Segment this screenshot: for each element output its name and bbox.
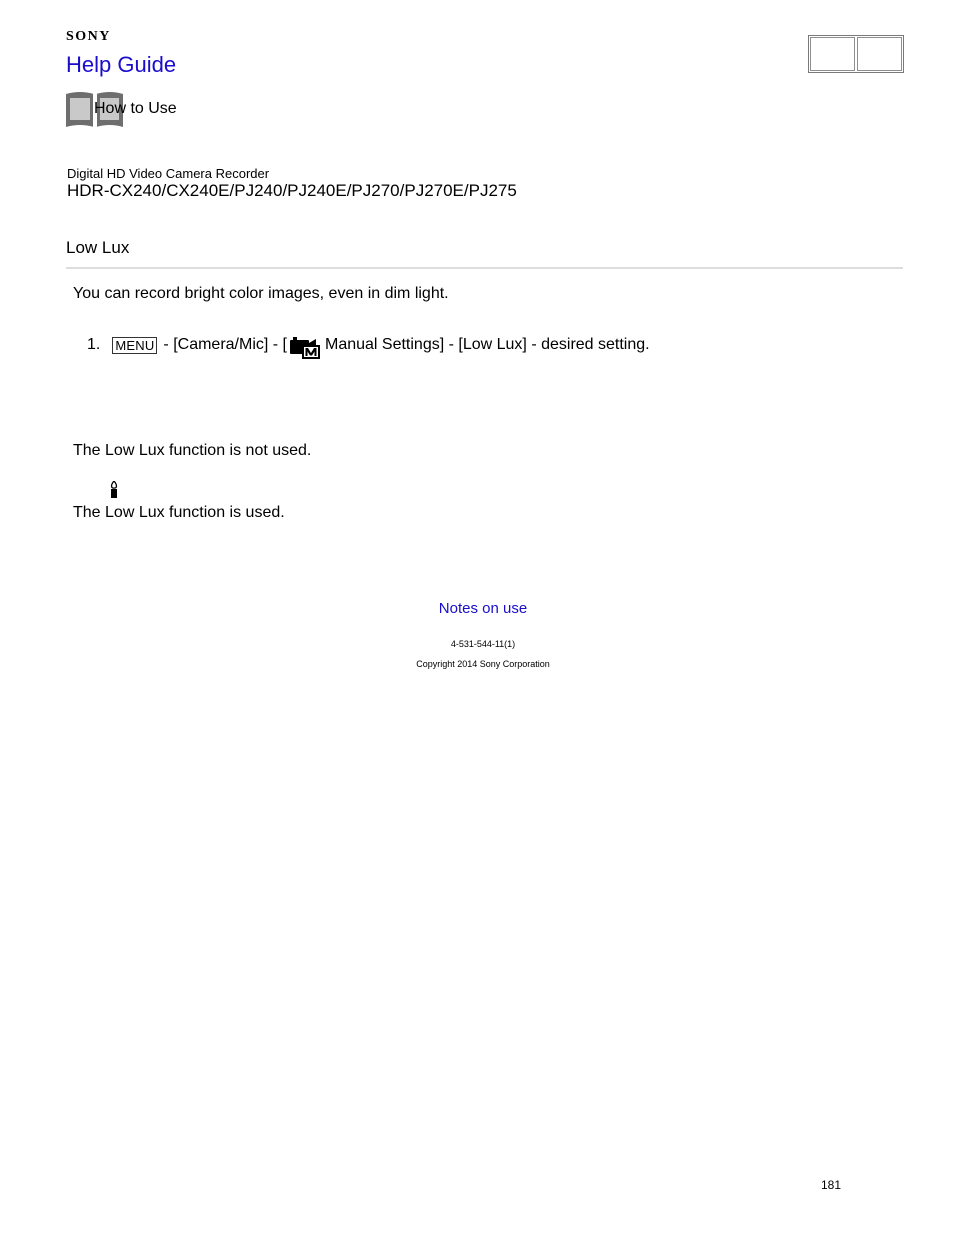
intro-text: You can record bright color images, even in dim light. bbox=[73, 285, 449, 302]
page-nav bbox=[808, 35, 904, 73]
document-code: 4-531-544-11(1) bbox=[450, 639, 516, 649]
camera-manual-settings-icon bbox=[290, 337, 323, 359]
copyright: Copyright 2014 Sony Corporation bbox=[416, 659, 550, 669]
nav-forward-button[interactable] bbox=[857, 37, 902, 71]
step-text-part1: - [Camera/Mic] - [ bbox=[163, 336, 287, 353]
title-divider bbox=[66, 267, 903, 269]
sony-logo: SONY bbox=[66, 29, 111, 44]
help-guide-link[interactable]: Help Guide bbox=[66, 52, 177, 77]
page-number: 181 bbox=[821, 1178, 842, 1192]
option-off-description: The Low Lux function is not used. bbox=[73, 442, 312, 459]
menu-button-icon: MENU bbox=[112, 337, 157, 354]
step-text-part2: Manual Settings] - [Low Lux] - desired setting. bbox=[324, 336, 650, 353]
nav-back-button[interactable] bbox=[810, 37, 855, 71]
model-list: HDR-CX240/CX240E/PJ240/PJ240E/PJ270/PJ270E/PJ275 bbox=[67, 181, 517, 200]
candle-icon bbox=[109, 481, 119, 498]
notes-on-use-link[interactable]: Notes on use bbox=[438, 600, 528, 617]
product-type: Digital HD Video Camera Recorder bbox=[67, 166, 270, 181]
page-title: Low Lux bbox=[66, 238, 130, 257]
option-on-description: The Low Lux function is used. bbox=[73, 504, 285, 521]
section-label: How to Use bbox=[94, 100, 177, 117]
step-1 bbox=[87, 334, 650, 356]
step-number: 1. bbox=[87, 336, 101, 353]
